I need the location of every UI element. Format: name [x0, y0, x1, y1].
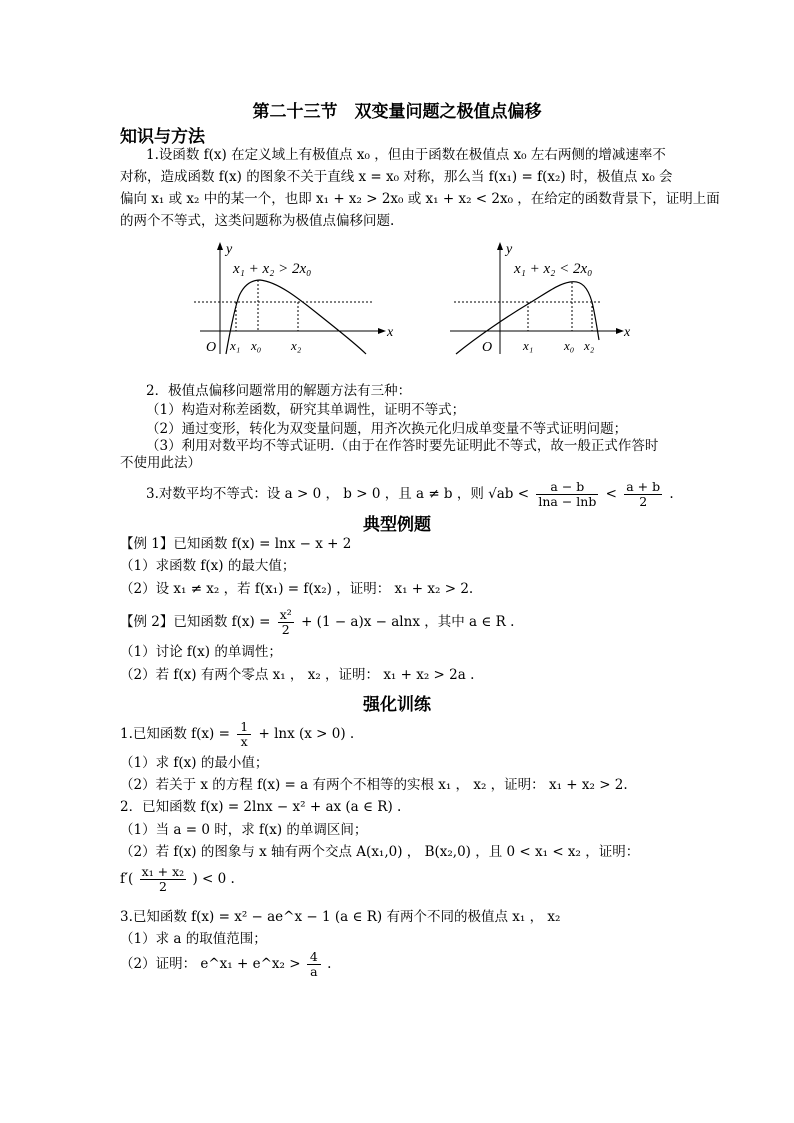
section-heading-examples: 典型例题 [363, 515, 431, 535]
x1-label: x₁ [230, 338, 241, 353]
intro-line: 对称，造成函数 f(x) 的图象不关于直线 x = x₀ 对称，那么当 f(x₁) = f(x₂) 时，极值点 x₀ 会 [120, 169, 673, 185]
training-3-q2-pre: （2）证明： e^x₁ + e^x₂ > [120, 956, 301, 972]
fraction-numerator: 4 [307, 950, 321, 965]
fraction-numerator: 1 [237, 720, 251, 735]
graph-left [188, 236, 398, 361]
fraction [624, 480, 662, 509]
intro-line: 偏向 x₁ 或 x₂ 中的某一个，也即 x₁ + x₂ > 2x₀ 或 x₁ + x₂ < 2x₀ ，在给定的函数背景下，证明上面 [120, 191, 720, 207]
y-label: y [226, 242, 233, 257]
training-1-pre: 1.已知函数 f(x) = [120, 726, 230, 742]
example-1-q2: （2）设 x₁ ≠ x₂ ，若 f(x₁) = f(x₂) ，证明： x₁ + x₂ > 2. [120, 581, 474, 597]
training-2-stem: 2．已知函数 f(x) = 2lnx − x² + ax (a ∈ R) . [120, 799, 402, 815]
fraction-denominator: lna − lnb [538, 494, 597, 509]
method-line: （1）构造对称差函数，研究其单调性，证明不等式； [146, 402, 466, 418]
fraction [237, 720, 251, 749]
training-3-q1: （1）求 a 的取值范围； [120, 931, 267, 947]
x-label: x [624, 325, 631, 340]
page-title: 第二十三节 双变量问题之极值点偏移 [252, 102, 542, 122]
y-axis-arrow-icon [497, 242, 503, 250]
intro-line: 的两个不等式，这类问题称为极值点偏移问题. [120, 213, 395, 229]
training-2-q2: （2）若 f(x) 的图象与 x 轴有两个交点 A(x₁,0) ， B(x₂,0) ，且 0 < x₁ < x₂ ，证明： [120, 844, 640, 860]
fraction-numerator: x² [279, 607, 292, 622]
fraction-denominator: a [310, 964, 318, 979]
example-1-q1: （1）求函数 f(x) 的最大值； [120, 558, 296, 574]
method-line: 不使用此法） [120, 455, 201, 471]
derivative-pre: f′( [120, 871, 134, 887]
fraction [140, 865, 187, 894]
fraction-numerator: x₁ + x₂ [141, 864, 185, 879]
method-line: （3）利用对数平均不等式证明.（由于在作答时要先证明此不等式，故一般正式作答时 [146, 438, 659, 454]
training-1-q2: （2）若关于 x 的方程 f(x) = a 有两个不相等的实根 x₁ ， x₂ ，证明： x₁ + x₂ > 2. [120, 777, 628, 793]
training-1-stem [120, 720, 354, 749]
x2-label: x₂ [584, 338, 595, 353]
example-1-stem: 【例 1】已知函数 f(x) = lnx − x + 2 [120, 536, 352, 552]
training-2-q2-cont [120, 865, 235, 894]
fraction-numerator: a − b [536, 480, 598, 495]
fraction [307, 950, 321, 979]
x0-label: x₀ [251, 338, 262, 353]
section-heading-knowledge: 知识与方法 [120, 127, 205, 147]
training-1-post: + lnx (x > 0) . [258, 726, 355, 742]
training-1-q1: （1）求 f(x) 的最小值； [120, 755, 269, 771]
fraction [278, 608, 294, 637]
fraction-denominator: 2 [281, 622, 290, 637]
origin-label: O [482, 340, 493, 355]
method-line: 2．极值点偏移问题常用的解题方法有三种： [146, 383, 412, 399]
origin-label: O [206, 340, 217, 355]
period: . [669, 486, 674, 502]
example-2-q1: （1）讨论 f(x) 的单调性； [120, 644, 282, 660]
example-2-q2: （2）若 f(x) 有两个零点 x₁ ， x₂ ，证明： x₁ + x₂ > 2a . [120, 667, 475, 683]
fraction-denominator: 2 [639, 494, 648, 509]
method-line: （2）通过变形，转化为双变量问题，用齐次换元化归成单变量不等式证明问题； [146, 421, 628, 437]
y-label: y [506, 242, 513, 257]
graph-right [448, 236, 638, 361]
x2-label: x₂ [291, 338, 302, 353]
x-axis-arrow-icon [378, 328, 386, 334]
graph-label: x₁ + x₂ > 2x₀ [233, 261, 312, 277]
x1-label: x₁ [523, 338, 534, 353]
section-heading-training: 强化训练 [363, 695, 431, 715]
intro-line: 1.设函数 f(x) 在定义域上有极值点 x₀ ，但由于函数在极值点 x₀ 左右两侧的增减速率不 [146, 147, 666, 163]
training-2-q1: （1）当 a = 0 时，求 f(x) 的单调区间； [120, 822, 368, 838]
x-label: x [387, 325, 394, 340]
inequality-text: 3.对数平均不等式：设 a > 0 ， b > 0 ，且 a ≠ b ，则 √ab < [146, 486, 530, 502]
log-mean-inequality [146, 480, 674, 509]
example-2-stem [120, 608, 514, 637]
example-2-post: + (1 − a)x − alnx ，其中 a ∈ R . [301, 614, 515, 630]
graph-label: x₁ + x₂ < 2x₀ [514, 261, 593, 277]
lt-sign: < [605, 486, 617, 502]
fraction [536, 480, 598, 509]
x0-label: x₀ [564, 338, 575, 353]
fraction-numerator: a + b [626, 479, 661, 494]
x-axis-arrow-icon [616, 328, 624, 334]
training-3-q2 [120, 950, 331, 979]
y-axis-arrow-icon [217, 242, 223, 250]
period: . [327, 956, 332, 972]
fraction-denominator: 2 [158, 879, 167, 894]
example-2-pre: 【例 2】已知函数 f(x) = [120, 614, 271, 630]
training-3-stem: 3.已知函数 f(x) = x² − ae^x − 1 (a ∈ R) 有两个不同的极值点 x₁ ， x₂ [120, 909, 561, 925]
derivative-post: ) < 0 . [192, 871, 235, 887]
fraction-denominator: x [240, 734, 248, 749]
